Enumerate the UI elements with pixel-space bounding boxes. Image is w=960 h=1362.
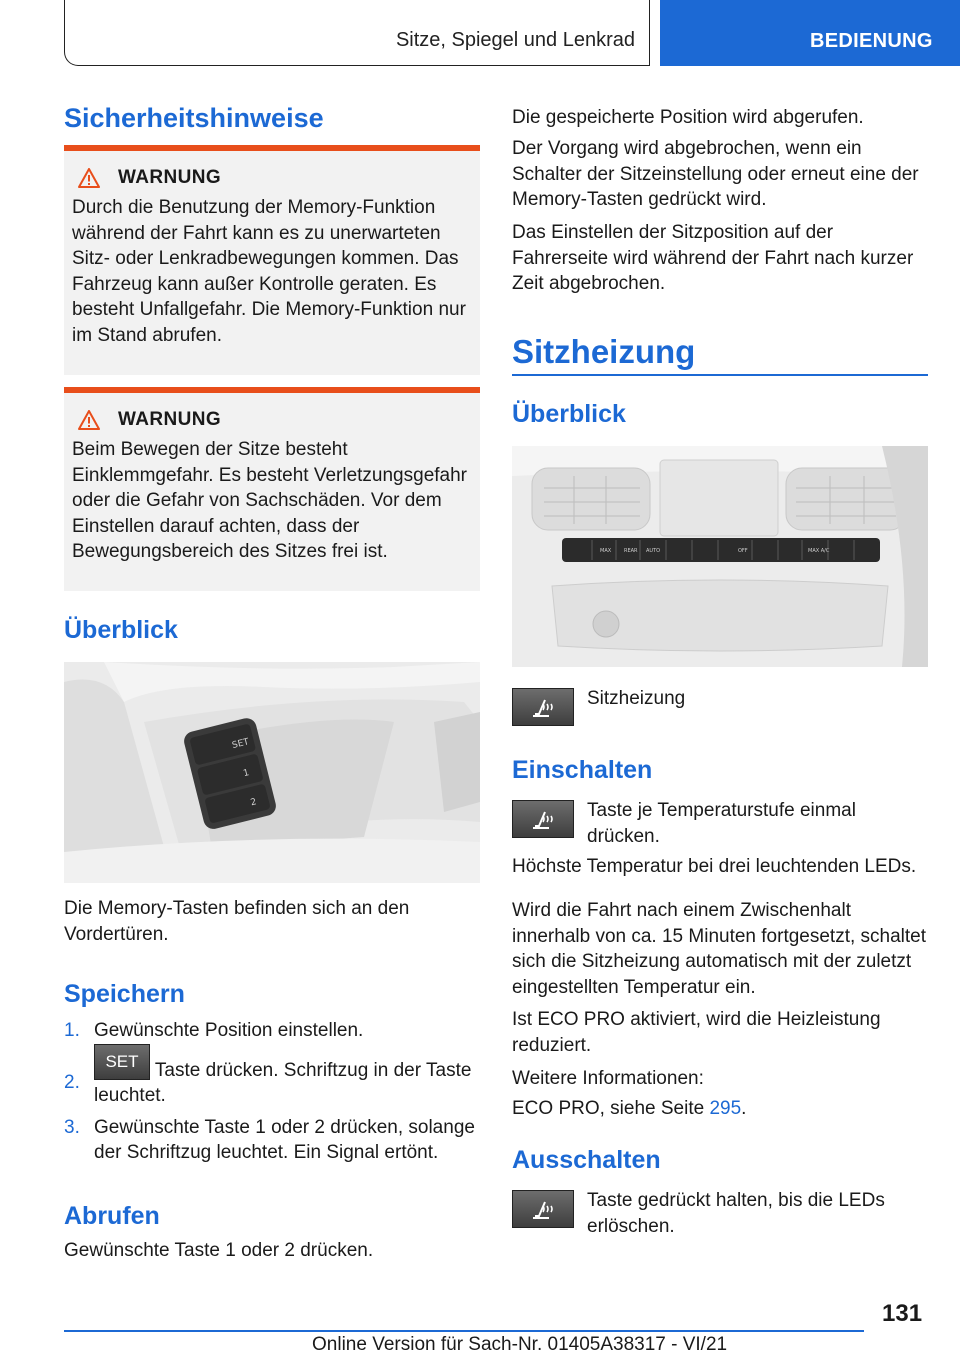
warning-triangle-icon: [78, 168, 100, 188]
save-heading: Speichern: [64, 980, 185, 1008]
list-item: [64, 1051, 480, 1109]
console-illustration: [512, 446, 928, 667]
seat-heating-icon: [512, 800, 574, 838]
memory-2-label: 2: [249, 797, 258, 809]
off-heading: Ausschalten: [512, 1146, 661, 1174]
section-title: BEDIENUNG: [810, 30, 933, 52]
recall-result-text: Die gespeicherte Position wird abgerufen.: [512, 107, 864, 128]
warning-title: WARNUNG: [118, 409, 222, 430]
set-key-icon: SET: [94, 1044, 150, 1080]
off-text: Taste gedrückt halten, bis die LEDs erlöschen.: [587, 1190, 885, 1237]
auto-restore-text: Wird die Fahrt nach einem Zwischenhalt innerhalb von ca. 15 Minuten fortgesetzt, schaltet sich die Sitzheizung automatisch mit der zuletzt eingestellten Temperatur ein.: [512, 900, 927, 998]
warning-header: [78, 167, 472, 189]
memory-1-label: 1: [242, 768, 251, 780]
warning-box-2: [64, 387, 480, 591]
center-console-photo: [512, 446, 928, 667]
header-section-tab: [660, 0, 960, 66]
heating-icon-legend: [512, 688, 928, 726]
recall-heading: Abrufen: [64, 1202, 160, 1230]
icon-caption: Sitzheizung: [587, 688, 686, 709]
step-number: 2.: [64, 1071, 80, 1093]
footer-rule: [64, 1330, 864, 1332]
overview-text: Die Memory-Tasten befinden sich an den Vordertüren.: [64, 898, 410, 945]
set-button-label: SET: [231, 737, 251, 752]
step-number: 1.: [64, 1020, 80, 1041]
console-label: REAR: [624, 548, 638, 554]
eco-pro-reference: ECO PRO, siehe Seite 295.: [512, 1098, 747, 1119]
warning-text: Durch die Benutzung der Memory-Funktion während der Fahrt kann es zu unerwarteten Sitz- oder Lenkradbewegungen kommen. Das Fahrzeug kann außer Kontrolle geraten. Es besteht Unfallgefahr. Die Memory-Funktion nur im Stand abrufen.: [72, 197, 466, 346]
save-steps-list: [64, 1018, 480, 1172]
console-label: MAX A/C: [808, 548, 830, 554]
console-label: AUTO: [646, 548, 661, 554]
heading-rule: [512, 374, 928, 376]
cancel-info-text: Der Vorgang wird abgebrochen, wenn ein Schalter der Sitzeinstellung oder erneut eine der Memory-Tasten gedrückt wird.: [512, 138, 919, 210]
on-text: Taste je Temperaturstufe einmal drücken.: [587, 800, 856, 847]
heating-heading: Sitzheizung: [512, 333, 696, 370]
eco-pro-text: Ist ECO PRO aktiviert, wird die Heizleistung reduziert.: [512, 1009, 881, 1056]
warning-title: WARNUNG: [118, 167, 222, 188]
footer-online-version: Online Version für Sach-Nr. 01405A38317 - VI/21: [312, 1334, 728, 1355]
on-heading: Einschalten: [512, 756, 653, 784]
warning-triangle-icon: [78, 410, 100, 430]
warning-header: [78, 409, 472, 431]
step-text: Taste drücken. Schriftzug in der Taste leuchtet.: [94, 1059, 472, 1106]
console-label: MAX: [600, 548, 612, 554]
list-item: [64, 1018, 480, 1044]
page-number: 131: [882, 1300, 923, 1327]
list-item: [64, 1115, 480, 1166]
seat-heating-icon: [512, 688, 574, 726]
door-panel-illustration: [64, 662, 480, 883]
safety-heading: Sicherheitshinweise: [64, 103, 324, 133]
chapter-title: Sitze, Spiegel und Lenkrad: [395, 29, 635, 51]
step-text: Gewünschte Position einstellen.: [94, 1020, 364, 1041]
warning-text: Beim Bewegen der Sitze besteht Einklemmgefahr. Es besteht Verletzungsgefahr oder die Gefahr von Sachschäden. Vor dem Einstellen darauf achten, dass der Bewegungsbereich des Sitzes frei ist.: [72, 439, 468, 562]
page-link[interactable]: 295: [709, 1098, 742, 1119]
on-instruction: [512, 800, 928, 849]
console-label: OFF: [738, 548, 748, 554]
overview-heading-right: Überblick: [512, 400, 626, 428]
seat-heating-icon: [512, 1190, 574, 1228]
step-number: 3.: [64, 1116, 80, 1138]
max-temp-text: Höchste Temperatur bei drei leuchtenden LEDs.: [512, 856, 917, 877]
overview-heading-left: Überblick: [64, 616, 178, 644]
step-text: Gewünschte Taste 1 oder 2 drücken, solange der Schriftzug leuchtet. Ein Signal ertönt.: [94, 1116, 475, 1163]
driver-side-text: Das Einstellen der Sitzposition auf der Fahrerseite wird während der Fahrt nach kurzer Zeit abgebrochen.: [512, 222, 914, 294]
warning-box-1: [64, 145, 480, 375]
more-info-label: Weitere Informationen:: [512, 1068, 704, 1089]
off-instruction: [512, 1190, 928, 1239]
recall-text: Gewünschte Taste 1 oder 2 drücken.: [64, 1240, 374, 1261]
header-chapter: [64, 0, 650, 66]
memory-buttons-photo: [64, 662, 480, 883]
